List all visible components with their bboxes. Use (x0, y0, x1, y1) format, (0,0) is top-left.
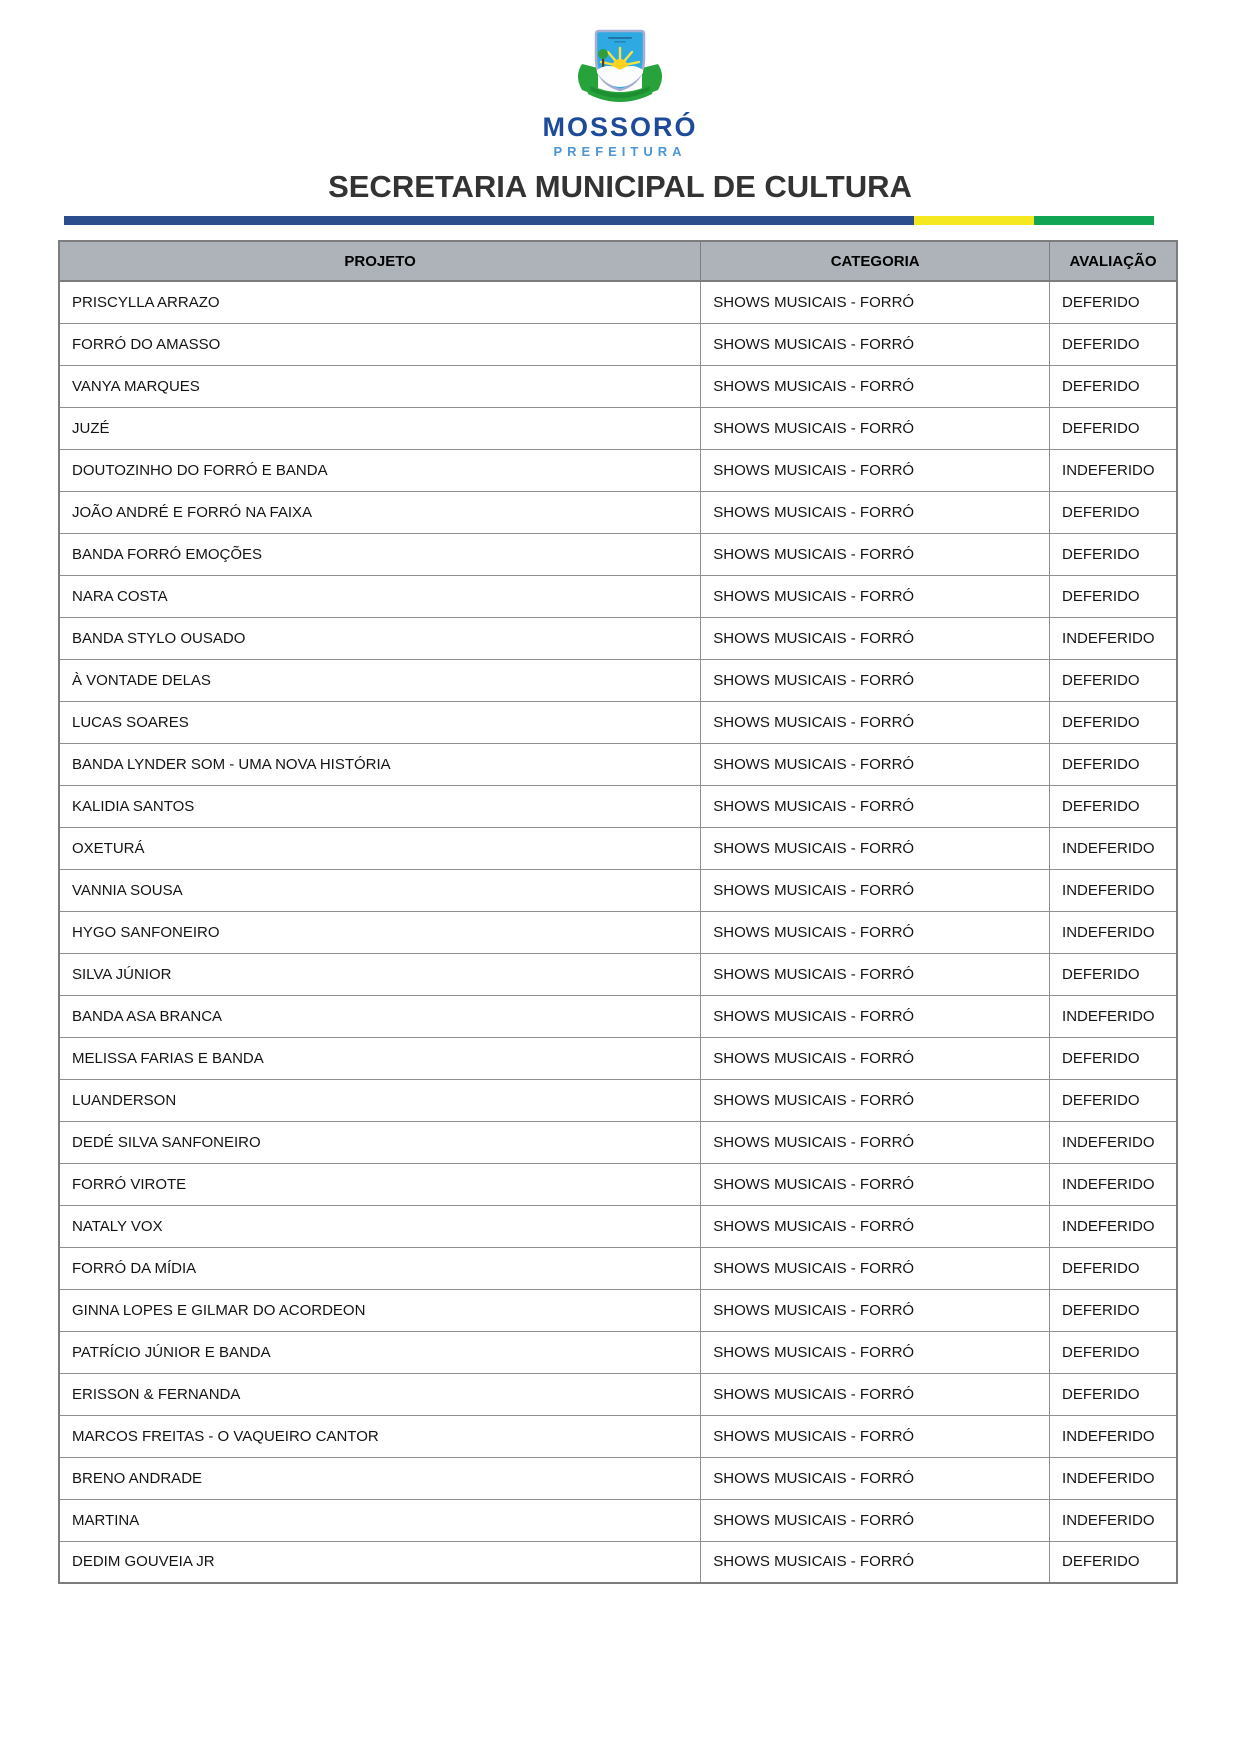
column-header-projeto: PROJETO (59, 241, 701, 281)
decorative-bar (64, 216, 1154, 225)
table-row (59, 449, 1177, 491)
cell-avaliacao: DEFERIDO (1050, 1373, 1177, 1415)
cell-projeto: DOUTOZINHO DO FORRÓ E BANDA (59, 449, 701, 491)
cell-categoria: SHOWS MUSICAIS - FORRÓ (701, 575, 1050, 617)
cell-avaliacao: DEFERIDO (1050, 659, 1177, 701)
cell-avaliacao: DEFERIDO (1050, 281, 1177, 323)
cell-projeto: NARA COSTA (59, 575, 701, 617)
table-row (59, 869, 1177, 911)
table-row (59, 995, 1177, 1037)
cell-avaliacao: DEFERIDO (1050, 491, 1177, 533)
cell-categoria: SHOWS MUSICAIS - FORRÓ (701, 449, 1050, 491)
table-row (59, 575, 1177, 617)
cell-avaliacao: DEFERIDO (1050, 1037, 1177, 1079)
table-row (59, 1037, 1177, 1079)
table-row (59, 323, 1177, 365)
cell-projeto: VANNIA SOUSA (59, 869, 701, 911)
cell-categoria: SHOWS MUSICAIS - FORRÓ (701, 1079, 1050, 1121)
cell-projeto: JUZÉ (59, 407, 701, 449)
bar-segment-green (1034, 216, 1154, 225)
cell-categoria: SHOWS MUSICAIS - FORRÓ (701, 1163, 1050, 1205)
cell-projeto: HYGO SANFONEIRO (59, 911, 701, 953)
cell-categoria: SHOWS MUSICAIS - FORRÓ (701, 491, 1050, 533)
cell-categoria: SHOWS MUSICAIS - FORRÓ (701, 365, 1050, 407)
cell-avaliacao: INDEFERIDO (1050, 1205, 1177, 1247)
cell-categoria: SHOWS MUSICAIS - FORRÓ (701, 617, 1050, 659)
cell-avaliacao: DEFERIDO (1050, 1331, 1177, 1373)
column-header-avaliacao: AVALIAÇÃO (1050, 241, 1177, 281)
cell-categoria: SHOWS MUSICAIS - FORRÓ (701, 869, 1050, 911)
table-row (59, 1247, 1177, 1289)
cell-projeto: ERISSON & FERNANDA (59, 1373, 701, 1415)
cell-projeto: BANDA FORRÓ EMOÇÕES (59, 533, 701, 575)
cell-avaliacao: DEFERIDO (1050, 1541, 1177, 1583)
table-row (59, 1205, 1177, 1247)
cell-avaliacao: DEFERIDO (1050, 1289, 1177, 1331)
cell-avaliacao: INDEFERIDO (1050, 449, 1177, 491)
cell-categoria: SHOWS MUSICAIS - FORRÓ (701, 1415, 1050, 1457)
cell-categoria: SHOWS MUSICAIS - FORRÓ (701, 995, 1050, 1037)
cell-projeto: BANDA ASA BRANCA (59, 995, 701, 1037)
table-row (59, 1079, 1177, 1121)
table-row (59, 365, 1177, 407)
cell-categoria: SHOWS MUSICAIS - FORRÓ (701, 827, 1050, 869)
cell-projeto: SILVA JÚNIOR (59, 953, 701, 995)
cell-avaliacao: INDEFERIDO (1050, 827, 1177, 869)
table-row (59, 701, 1177, 743)
cell-avaliacao: DEFERIDO (1050, 1247, 1177, 1289)
cell-projeto: MELISSA FARIAS E BANDA (59, 1037, 701, 1079)
table-row (59, 491, 1177, 533)
cell-categoria: SHOWS MUSICAIS - FORRÓ (701, 407, 1050, 449)
cell-avaliacao: INDEFERIDO (1050, 1499, 1177, 1541)
cell-avaliacao: INDEFERIDO (1050, 1457, 1177, 1499)
cell-avaliacao: DEFERIDO (1050, 323, 1177, 365)
table-row (59, 281, 1177, 323)
table-row (59, 1415, 1177, 1457)
table-row (59, 659, 1177, 701)
table-row (59, 533, 1177, 575)
page-header (0, 0, 1240, 205)
table-row (59, 1289, 1177, 1331)
cell-projeto: FORRÓ DA MÍDIA (59, 1247, 701, 1289)
cell-avaliacao: DEFERIDO (1050, 743, 1177, 785)
cell-categoria: SHOWS MUSICAIS - FORRÓ (701, 785, 1050, 827)
cell-avaliacao: INDEFERIDO (1050, 617, 1177, 659)
cell-categoria: SHOWS MUSICAIS - FORRÓ (701, 953, 1050, 995)
table-header-row (59, 241, 1177, 281)
bar-segment-blue (64, 216, 914, 225)
city-subtitle: PREFEITURA (553, 144, 687, 159)
cell-avaliacao: INDEFERIDO (1050, 869, 1177, 911)
cell-categoria: SHOWS MUSICAIS - FORRÓ (701, 701, 1050, 743)
cell-projeto: BANDA STYLO OUSADO (59, 617, 701, 659)
table-row (59, 827, 1177, 869)
cell-avaliacao: DEFERIDO (1050, 365, 1177, 407)
cell-avaliacao: DEFERIDO (1050, 407, 1177, 449)
cell-categoria: SHOWS MUSICAIS - FORRÓ (701, 1499, 1050, 1541)
city-crest-icon (570, 26, 670, 106)
cell-avaliacao: INDEFERIDO (1050, 1121, 1177, 1163)
table-row (59, 953, 1177, 995)
cell-projeto: GINNA LOPES E GILMAR DO ACORDEON (59, 1289, 701, 1331)
cell-categoria: SHOWS MUSICAIS - FORRÓ (701, 1037, 1050, 1079)
cell-projeto: KALIDIA SANTOS (59, 785, 701, 827)
page-title: SECRETARIA MUNICIPAL DE CULTURA (328, 169, 912, 204)
cell-categoria: SHOWS MUSICAIS - FORRÓ (701, 659, 1050, 701)
table-row (59, 1373, 1177, 1415)
table-row (59, 911, 1177, 953)
cell-projeto: DEDÉ SILVA SANFONEIRO (59, 1121, 701, 1163)
table-row (59, 1121, 1177, 1163)
cell-avaliacao: INDEFERIDO (1050, 1163, 1177, 1205)
cell-categoria: SHOWS MUSICAIS - FORRÓ (701, 323, 1050, 365)
cell-projeto: JOÃO ANDRÉ E FORRÓ NA FAIXA (59, 491, 701, 533)
projects-table (58, 240, 1178, 1584)
cell-categoria: SHOWS MUSICAIS - FORRÓ (701, 1247, 1050, 1289)
cell-projeto: BRENO ANDRADE (59, 1457, 701, 1499)
cell-projeto: BANDA LYNDER SOM - UMA NOVA HISTÓRIA (59, 743, 701, 785)
cell-avaliacao: DEFERIDO (1050, 533, 1177, 575)
cell-avaliacao: DEFERIDO (1050, 785, 1177, 827)
cell-categoria: SHOWS MUSICAIS - FORRÓ (701, 1331, 1050, 1373)
table-row (59, 617, 1177, 659)
city-name: MOSSORÓ (542, 112, 698, 142)
cell-projeto: PATRÍCIO JÚNIOR E BANDA (59, 1331, 701, 1373)
table-row (59, 1163, 1177, 1205)
cell-projeto: NATALY VOX (59, 1205, 701, 1247)
bar-segment-yellow (914, 216, 1034, 225)
cell-projeto: FORRÓ VIROTE (59, 1163, 701, 1205)
cell-projeto: FORRÓ DO AMASSO (59, 323, 701, 365)
cell-avaliacao: DEFERIDO (1050, 953, 1177, 995)
cell-projeto: OXETURÁ (59, 827, 701, 869)
cell-avaliacao: DEFERIDO (1050, 575, 1177, 617)
cell-avaliacao: INDEFERIDO (1050, 911, 1177, 953)
cell-categoria: SHOWS MUSICAIS - FORRÓ (701, 911, 1050, 953)
cell-projeto: LUCAS SOARES (59, 701, 701, 743)
cell-categoria: SHOWS MUSICAIS - FORRÓ (701, 1373, 1050, 1415)
cell-categoria: SHOWS MUSICAIS - FORRÓ (701, 743, 1050, 785)
cell-projeto: DEDIM GOUVEIA JR (59, 1541, 701, 1583)
cell-categoria: SHOWS MUSICAIS - FORRÓ (701, 1121, 1050, 1163)
cell-projeto: MARTINA (59, 1499, 701, 1541)
cell-projeto: PRISCYLLA ARRAZO (59, 281, 701, 323)
cell-projeto: MARCOS FREITAS - O VAQUEIRO CANTOR (59, 1415, 701, 1457)
column-header-categoria: CATEGORIA (701, 241, 1050, 281)
table-row (59, 1457, 1177, 1499)
cell-projeto: LUANDERSON (59, 1079, 701, 1121)
table-row (59, 785, 1177, 827)
cell-avaliacao: INDEFERIDO (1050, 1415, 1177, 1457)
table-row (59, 407, 1177, 449)
table-row (59, 743, 1177, 785)
cell-categoria: SHOWS MUSICAIS - FORRÓ (701, 533, 1050, 575)
cell-projeto: VANYA MARQUES (59, 365, 701, 407)
cell-avaliacao: INDEFERIDO (1050, 995, 1177, 1037)
cell-categoria: SHOWS MUSICAIS - FORRÓ (701, 1457, 1050, 1499)
table-row (59, 1541, 1177, 1583)
table-row (59, 1499, 1177, 1541)
cell-categoria: SHOWS MUSICAIS - FORRÓ (701, 1541, 1050, 1583)
cell-avaliacao: DEFERIDO (1050, 1079, 1177, 1121)
cell-avaliacao: DEFERIDO (1050, 701, 1177, 743)
cell-categoria: SHOWS MUSICAIS - FORRÓ (701, 1205, 1050, 1247)
cell-projeto: À VONTADE DELAS (59, 659, 701, 701)
table-row (59, 1331, 1177, 1373)
cell-categoria: SHOWS MUSICAIS - FORRÓ (701, 1289, 1050, 1331)
cell-categoria: SHOWS MUSICAIS - FORRÓ (701, 281, 1050, 323)
